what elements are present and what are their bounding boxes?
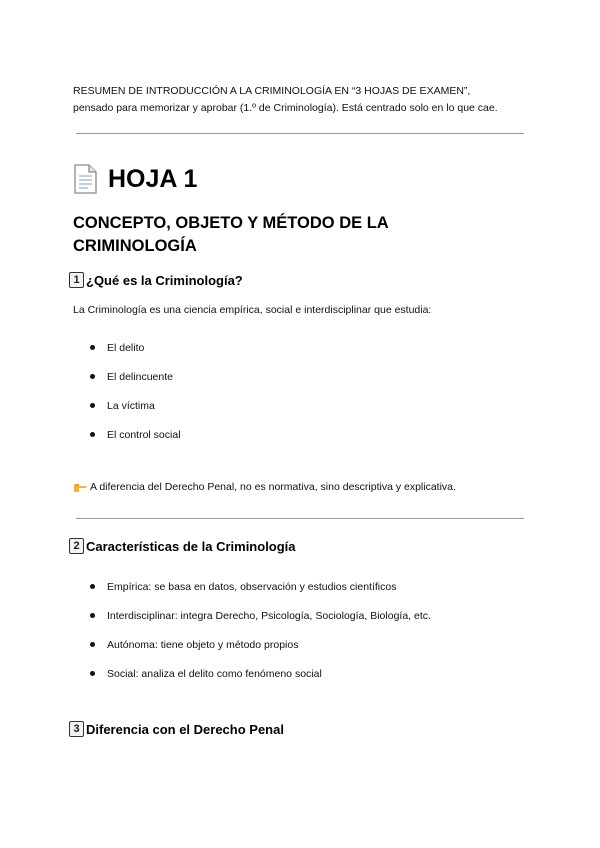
number-badge-1: 1 — [69, 272, 84, 288]
list-item: Social: analiza el delito como fenómeno social — [90, 667, 431, 696]
pointing-hand-icon — [73, 481, 87, 493]
intro-line-1: RESUMEN DE INTRODUCCIÓN A LA CRIMINOLOGÍA EN “3 HOJAS DE EXAMEN”, — [73, 85, 471, 97]
subsection-heading-3 — [69, 720, 284, 738]
subsection-heading-2 — [69, 537, 296, 555]
sheet-title: HOJA 1 — [108, 164, 198, 193]
note-line — [73, 481, 456, 493]
sheet-heading — [72, 162, 197, 196]
intro-text — [73, 83, 533, 117]
section-title: CONCEPTO, OBJETO Y MÉTODO DE LA CRIMINOLOGÍA — [73, 214, 389, 255]
note-text: A diferencia del Derecho Penal, no es normativa, sino descriptiva y explicativa. — [90, 481, 456, 493]
horizontal-divider — [76, 133, 524, 134]
intro-line-2: pensado para memorizar y aprobar (1.º de Criminología). Está centrado solo en lo que cae. — [73, 102, 498, 114]
subsection-title-2: Características de la Criminología — [86, 538, 296, 554]
list-item: El delincuente — [90, 370, 181, 399]
number-badge-2: 2 — [69, 538, 84, 554]
list-item: Empírica: se basa en datos, observación y estudios científicos — [90, 580, 431, 609]
list-item: El delito — [90, 341, 181, 370]
characteristics-list — [90, 580, 431, 696]
document-icon — [72, 164, 98, 194]
number-badge-3: 3 — [69, 721, 84, 737]
definition-paragraph: La Criminología es una ciencia empírica, social e interdisciplinar que estudia: — [73, 304, 432, 316]
subsection-heading-1 — [69, 271, 243, 289]
list-item: Autónoma: tiene objeto y método propios — [90, 638, 431, 667]
list-item: El control social — [90, 428, 181, 457]
subsection-title-1: ¿Qué es la Criminología? — [86, 272, 243, 288]
horizontal-divider — [76, 518, 524, 519]
subsection-title-3: Diferencia con el Derecho Penal — [86, 721, 284, 737]
list-item: Interdisciplinar: integra Derecho, Psicología, Sociología, Biología, etc. — [90, 609, 431, 638]
object-list — [90, 341, 181, 457]
list-item: La víctima — [90, 399, 181, 428]
